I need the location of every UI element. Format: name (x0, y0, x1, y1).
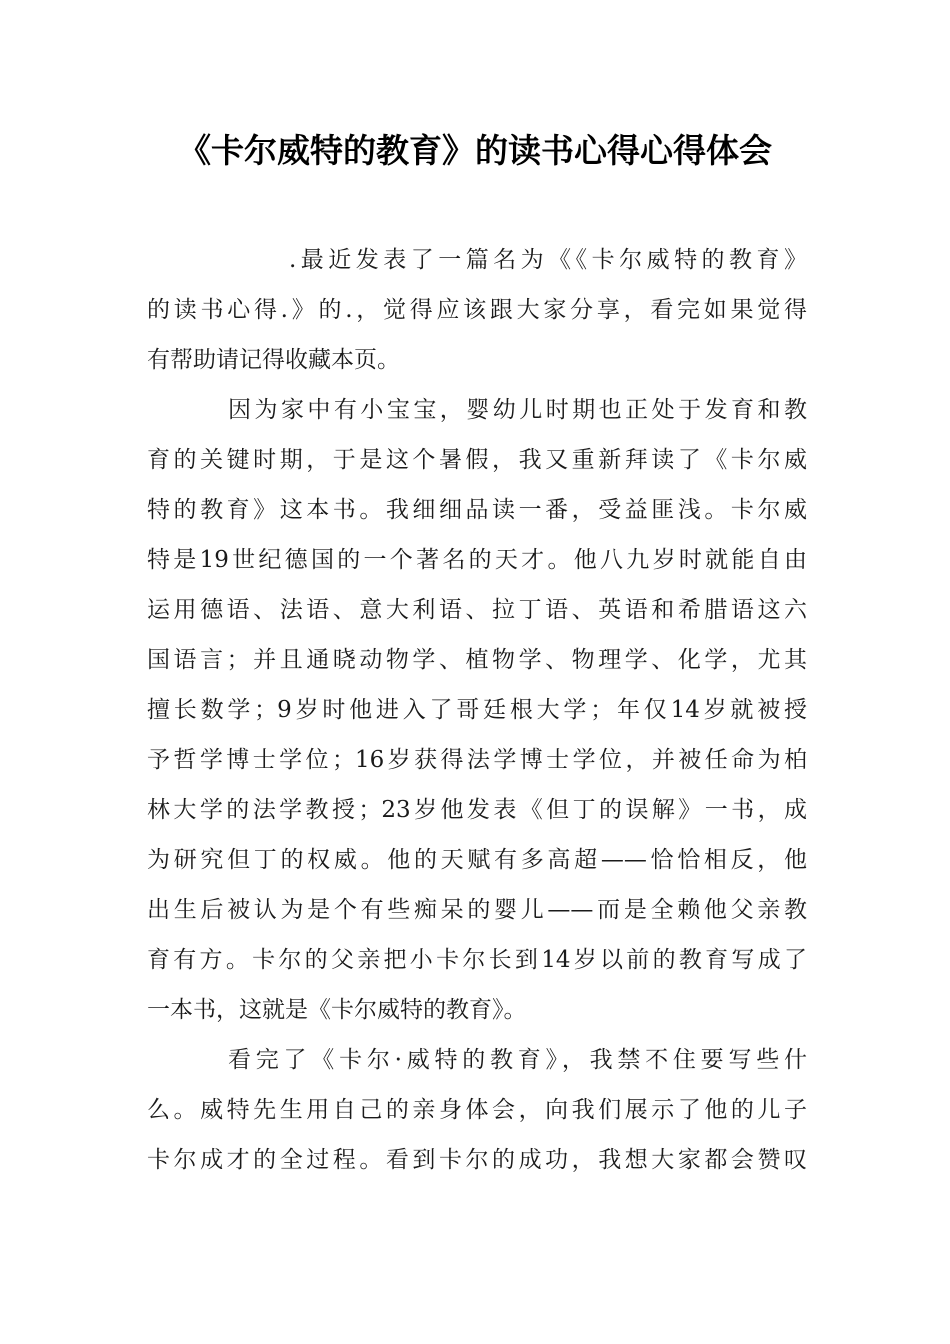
text-line: 育有方。卡尔的父亲把小卡尔长到14岁以前的教育写成了 (147, 947, 807, 973)
paragraph (147, 1035, 807, 1185)
text-line: 么。威特先生用自己的亲身体会，向我们展示了他的儿子 (147, 1097, 807, 1123)
text-line: 出生后被认为是个有些痴呆的婴儿——而是全赖他父亲教 (147, 897, 807, 923)
text-line: 国语言；并且通晓动物学、植物学、物理学、化学，尤其 (147, 647, 807, 673)
text-line: .最近发表了一篇名为《《卡尔威特的教育》 (289, 247, 807, 273)
text-line: 的读书心得.》的.，觉得应该跟大家分享，看完如果觉得 (147, 297, 807, 323)
text-line: 特是19世纪德国的一个著名的天才。他八九岁时就能自由 (147, 547, 807, 573)
paragraph (147, 235, 807, 385)
text-line: 因为家中有小宝宝，婴幼儿时期也正处于发育和教 (228, 397, 807, 423)
text-line: 特的教育》这本书。我细细品读一番，受益匪浅。卡尔威 (147, 497, 807, 523)
text-line: 一本书，这就是《卡尔威特的教育》。 (147, 997, 527, 1023)
text-line: 运用德语、法语、意大利语、拉丁语、英语和希腊语这六 (147, 597, 807, 623)
text-line: 予哲学博士学位；16岁获得法学博士学位，并被任命为柏 (147, 747, 807, 773)
text-line: 有帮助请记得收藏本页。 (147, 347, 400, 373)
text-line: 育的关键时期，于是这个暑假，我又重新拜读了《卡尔威 (147, 447, 807, 473)
text-line: 擅长数学；9岁时他进入了哥廷根大学；年仅14岁就被授 (147, 697, 807, 723)
text-line: 为研究但丁的权威。他的天赋有多高超——恰恰相反，他 (147, 847, 807, 873)
text-line: 看完了《卡尔·威特的教育》，我禁不住要写些什 (228, 1047, 807, 1073)
text-line: 卡尔成才的全过程。看到卡尔的成功，我想大家都会赞叹 (147, 1147, 807, 1173)
paragraph (147, 385, 807, 1035)
text-line: 林大学的法学教授；23岁他发表《但丁的误解》一书，成 (147, 797, 807, 823)
document-body (147, 235, 807, 1185)
document-title: 《卡尔威特的教育》的读书心得心得体会 (178, 131, 772, 170)
